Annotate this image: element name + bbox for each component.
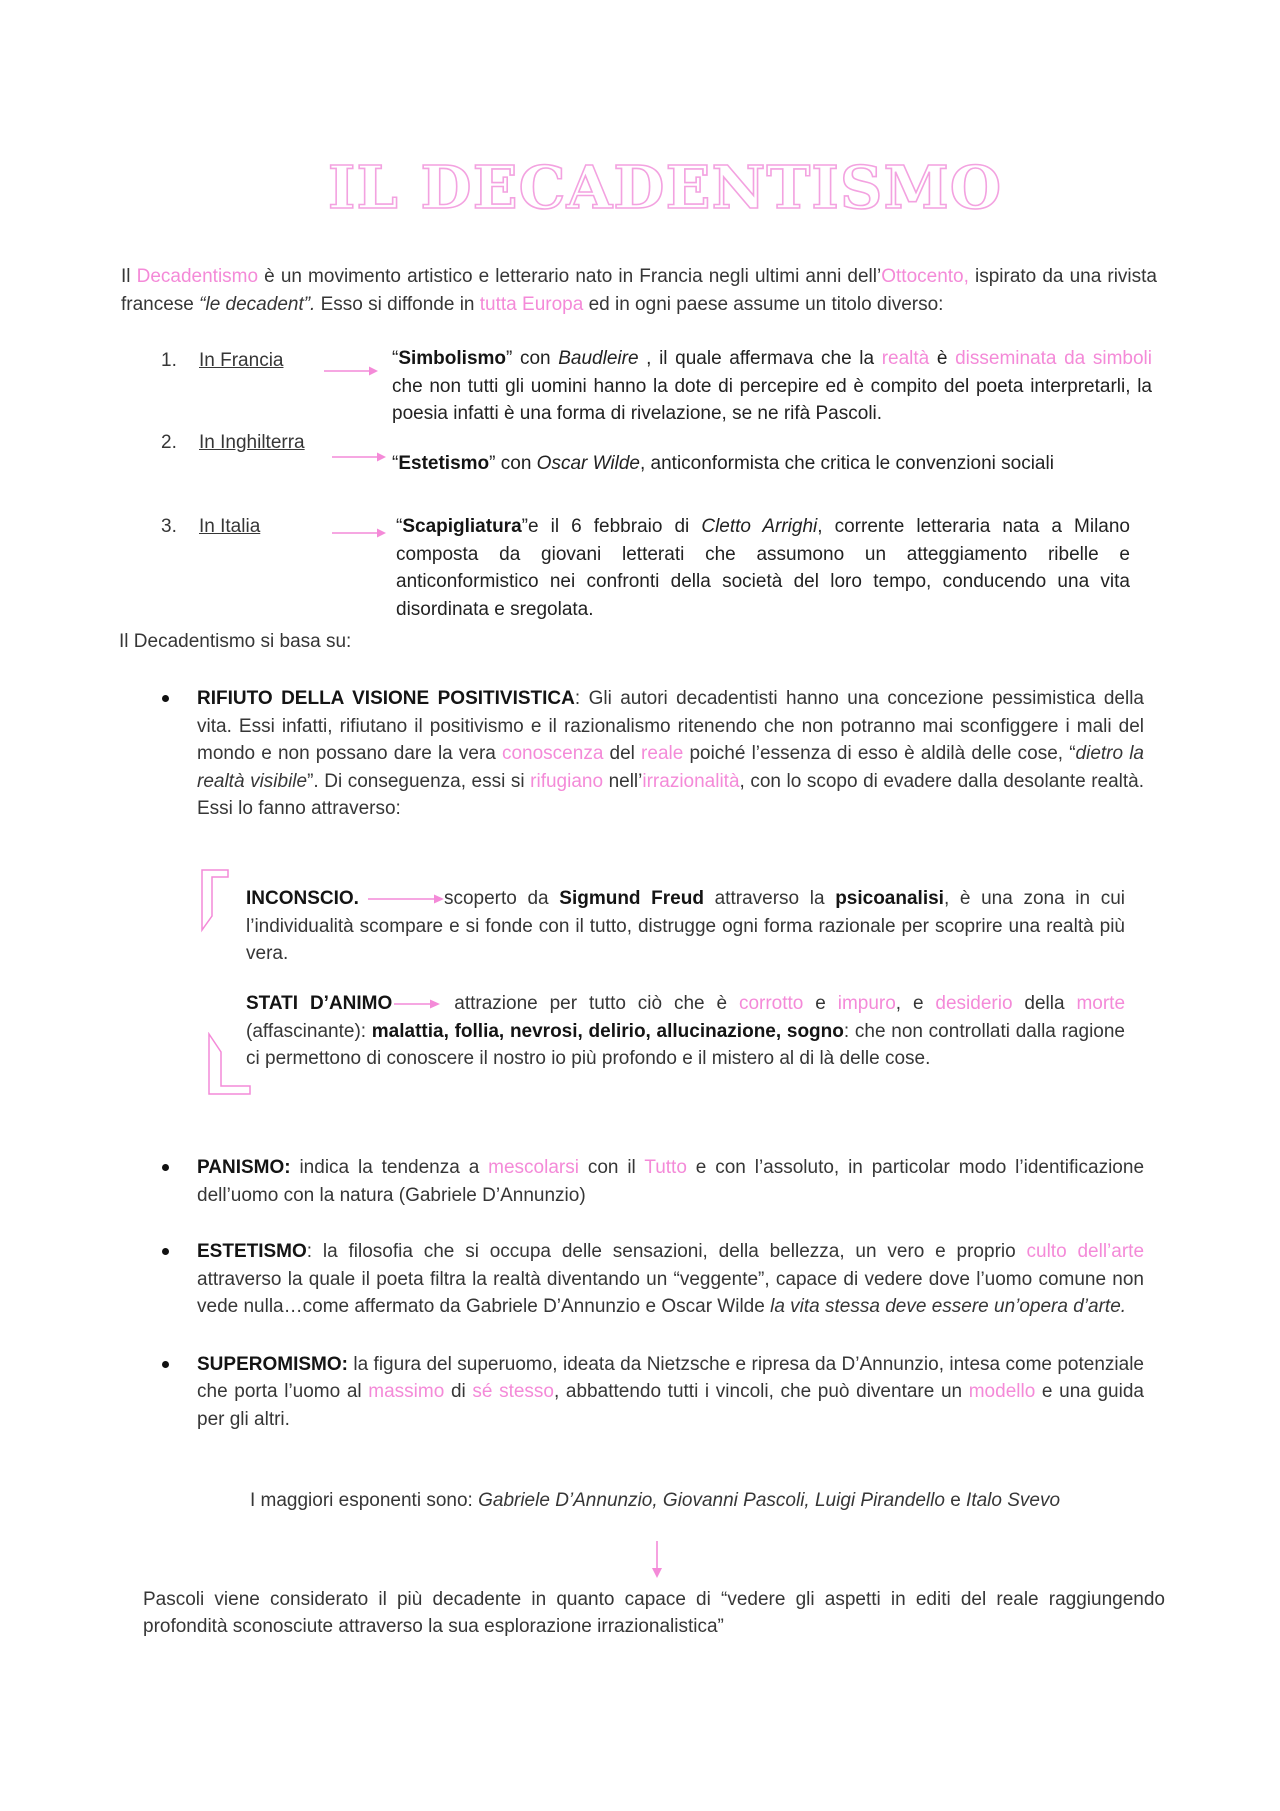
text-run: , e	[895, 993, 936, 1014]
highlight-text: tutta Europa	[479, 293, 584, 315]
text-run: poiché l’essenza di esso è aldilà delle cose, “	[683, 743, 1076, 764]
highlight-text: reale	[641, 743, 684, 764]
italic-text: Gabriele D’Annunzio, Giovanni Pascoli, Luigi Pirandello	[478, 1489, 945, 1511]
text-run: nell’	[603, 770, 643, 792]
highlight-text: Decadentismo	[136, 266, 259, 287]
text-run: ” con	[506, 348, 559, 369]
italic-text: Oscar Wilde	[536, 453, 640, 474]
text-run: : Gli autori decadentisti hanno una concezione pessimistica della vita. Essi infatti, rifiutano il positivismo e il razionalismo ritenendo che non potranno mai sconfiggere i mali del mondo e non possano dare la vera	[197, 688, 1144, 764]
highlight-text: massimo	[368, 1381, 445, 1402]
highlight-text: Tutto	[644, 1157, 687, 1178]
bracket-top-icon	[200, 868, 232, 934]
highlight-text: modello	[968, 1381, 1036, 1402]
text-run: scoperto da	[443, 888, 560, 909]
highlight-text: conoscenza	[501, 743, 604, 764]
text-run: e	[803, 993, 838, 1014]
bullet-text	[197, 1154, 1144, 1209]
text-run: della	[1012, 993, 1077, 1014]
arrow-right-icon	[332, 527, 386, 539]
arrow-right-icon	[332, 451, 386, 463]
bullet-item-rejection	[197, 685, 1144, 823]
highlight-text: Ottocento,	[881, 266, 969, 287]
italic-text: Italo Svevo	[966, 1489, 1061, 1511]
text-run: , con lo scopo di evadere dalla desolante realtà. Essi lo fanno attraverso:	[197, 770, 1145, 819]
highlight-text: corrotto	[738, 993, 804, 1014]
text-run: che non tutti gli uomini hanno la dote di percepire ed è compito del poeta interpretarli, la poesia infatti è una forma di rivelazione, se ne rifà Pascoli.	[392, 375, 1152, 424]
text-run: , è una zona in cui l’individualità scompare e si fonde con il tutto, distrugge ogni forma razionale per scoprire una realtà più vera.	[246, 888, 1126, 964]
bold-text: psicoanalisi	[835, 888, 944, 909]
text-run: e	[944, 1489, 967, 1511]
bold-text: Scapigliatura	[402, 516, 522, 537]
text-run: : che non controllati dalla ragione ci permettono di conoscere il nostro io più profondo e il mistero al di là delle cose.	[246, 1020, 1125, 1069]
arrow-down-icon	[650, 1541, 664, 1578]
intro-paragraph	[121, 263, 1157, 318]
text-run: la figura del superuomo, ideata da Nietzsche e ripresa da D’Annunzio, intesa come potenziale che porta l’uomo al	[197, 1353, 1144, 1402]
country-label: In Italia	[199, 516, 261, 537]
text-run: attrazione per tutto ciò che è	[454, 993, 739, 1014]
text-run: ed in ogni paese assume un titolo diverso:	[583, 293, 944, 315]
italic-text: la vita stessa deve essere un’opera d’arte.	[770, 1296, 1127, 1317]
text-run: attraverso la quale il poeta filtra la realtà diventando un “veggente”, capace di vedere dove l’uomo comune non vede nulla…come affermato da Gabriele D’Annunzio e Oscar Wilde	[197, 1268, 1144, 1317]
country-label: In Inghilterra	[199, 432, 305, 453]
text-run: del	[603, 743, 642, 764]
italic-text: dietro la realtà visibile	[197, 743, 1144, 792]
bold-text: Estetismo	[398, 453, 490, 474]
text-run: “	[392, 348, 399, 369]
country-label: In Francia	[199, 350, 284, 371]
means-label: STATI D’ANIMO	[246, 993, 393, 1014]
bullet-text	[197, 1351, 1144, 1434]
bold-text: ESTETISMO	[197, 1241, 307, 1262]
arrow-right-icon	[368, 893, 444, 905]
highlight-text: morte	[1076, 993, 1126, 1014]
text-run: , il quale affermava che la	[638, 348, 882, 369]
bold-text: RIFIUTO DELLA VISIONE POSITIVISTICA	[197, 688, 575, 709]
italic-text: “le decadent”.	[199, 293, 316, 315]
highlight-text: irrazionalità	[642, 770, 740, 792]
bullet-text	[197, 1238, 1144, 1321]
highlight-text: mescolarsi	[488, 1157, 579, 1178]
bullet-icon	[162, 695, 169, 702]
origin-item-france	[0, 345, 1280, 428]
conclusion-paragraph: Pascoli viene considerato il più decadente in quanto capace di “vedere gli aspetti in editi del reale raggiungendo profondità sconosciute attraverso la sua esplorazione irrazionalistica”	[143, 1588, 1165, 1637]
exponents-line	[160, 1487, 1150, 1515]
highlight-text: rifugiano	[530, 770, 604, 792]
origin-description	[392, 345, 1152, 428]
means-label: INCONSCIO.	[246, 888, 359, 909]
bullet-text	[197, 685, 1144, 823]
list-number: 1.	[161, 350, 177, 371]
text-run: ”e il 6 febbraio di	[521, 516, 702, 537]
means-block	[0, 885, 1280, 1073]
text-run: è	[929, 348, 956, 369]
bullet-item-superomismo	[197, 1351, 1144, 1434]
text-run: ”. Di conseguenza, essi si	[307, 770, 531, 792]
bullet-icon	[162, 1361, 169, 1368]
bracket-bottom-icon	[206, 1032, 254, 1098]
document-title: IL DECADENTISMO	[327, 153, 1003, 222]
text-run: “	[396, 516, 403, 537]
origin-description	[392, 429, 1152, 478]
italic-text: Baudleire	[558, 348, 639, 369]
bold-text: Simbolismo	[398, 348, 507, 369]
means-item-moods	[246, 990, 1125, 1073]
arrow-right-icon	[394, 998, 440, 1010]
text-run: e una guida per gli altri.	[197, 1381, 1144, 1430]
bold-text: Sigmund Freud	[559, 888, 704, 909]
text-run: , corrente letteraria nata a Milano composta da giovani letterati che assumono un atteggiamento ribelle e anticonformistico nei confronti della società del loro tempo, conducendo una vita disordinata e sregolata.	[396, 516, 1130, 620]
arrow-right-icon	[324, 365, 378, 377]
text-run: Il	[121, 266, 137, 287]
text-run: di	[444, 1381, 473, 1402]
text-run: (affascinante):	[246, 1020, 372, 1042]
text-run: è un movimento artistico e letterario nato in Francia negli ultimi anni dell’	[258, 266, 882, 287]
highlight-text: desiderio	[935, 993, 1013, 1014]
text-run: , abbattendo tutti i vincoli, che può diventare un	[554, 1381, 969, 1402]
list-number: 3.	[161, 516, 177, 537]
origin-description	[396, 513, 1130, 623]
bold-text: malattia, follia, nevrosi, delirio, allucinazione, sogno	[371, 1020, 844, 1042]
highlight-text: culto dell’arte	[1026, 1241, 1145, 1262]
highlight-text: realtà	[881, 348, 930, 369]
means-item-unconscious	[246, 885, 1125, 968]
italic-text: Cletto Arrighi	[701, 516, 818, 537]
bullet-icon	[162, 1248, 169, 1255]
basis-intro: Il Decadentismo si basa su:	[119, 631, 352, 652]
highlight-text: sé stesso	[472, 1381, 554, 1402]
text-run: e con l’assoluto, in particolar modo l’identificazione dell’uomo con la natura (Gabriele D’Annunzio)	[197, 1157, 1145, 1206]
bullet-item-panismo	[197, 1154, 1144, 1209]
bold-text: PANISMO:	[197, 1157, 291, 1178]
text-run: “	[392, 453, 399, 474]
bullet-item-estetismo	[197, 1238, 1144, 1321]
bold-text: SUPEROMISMO:	[197, 1353, 348, 1375]
text-run: I maggiori esponenti sono:	[249, 1489, 479, 1511]
text-run: : la filosofia che si occupa delle sensazioni, della bellezza, un vero e proprio	[306, 1241, 1027, 1262]
text-run: indica la tendenza a	[290, 1157, 489, 1178]
origin-item-england	[0, 429, 1280, 478]
text-run: Esso si diffonde in	[315, 293, 480, 315]
highlight-text: impuro	[837, 993, 896, 1014]
origin-item-italy	[0, 513, 1280, 623]
text-run: con il	[578, 1157, 645, 1178]
text-run: ispirato da una rivista francese	[121, 266, 1157, 315]
list-number: 2.	[161, 432, 177, 453]
highlight-text: disseminata da simboli	[955, 348, 1152, 369]
text-run: , anticonformista che critica le convenzioni sociali	[639, 453, 1054, 474]
text-run: ” con	[489, 453, 537, 474]
text-run: attraverso la	[703, 888, 836, 909]
bullet-icon	[162, 1164, 169, 1171]
